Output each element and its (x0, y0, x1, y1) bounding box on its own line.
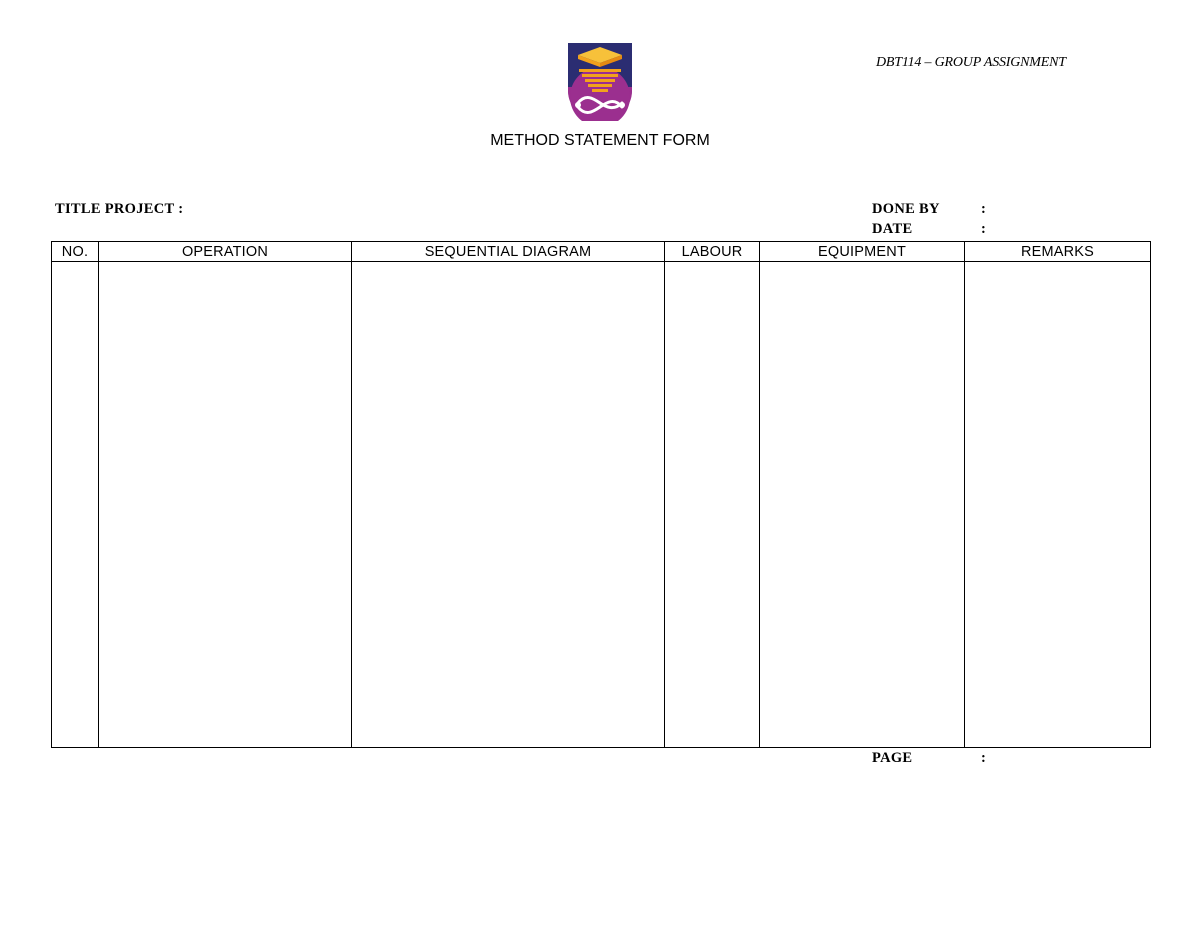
title-project-label: TITLE PROJECT : (55, 201, 184, 217)
table-row (52, 262, 1151, 748)
column-header-operation: OPERATION (99, 242, 352, 262)
cell-labour[interactable] (665, 262, 760, 748)
column-header-sequential-diagram: SEQUENTIAL DIAGRAM (352, 242, 665, 262)
cell-operation[interactable] (99, 262, 352, 748)
done-by-label: DONE BY (872, 201, 940, 217)
cell-sequential-diagram[interactable] (352, 262, 665, 748)
cell-no[interactable] (52, 262, 99, 748)
table-header-row (52, 242, 1151, 262)
cell-equipment[interactable] (760, 262, 965, 748)
university-crest-logo (566, 41, 634, 121)
date-label: DATE (872, 221, 913, 237)
page-colon: : (981, 750, 986, 766)
course-code: DBT114 – GROUP ASSIGNMENT (876, 55, 1066, 70)
column-header-equipment: EQUIPMENT (760, 242, 965, 262)
form-title: METHOD STATEMENT FORM (490, 132, 710, 149)
page-label: PAGE (872, 750, 913, 766)
column-header-no: NO. (52, 242, 99, 262)
method-statement-table (51, 241, 1151, 748)
column-header-remarks: REMARKS (965, 242, 1151, 262)
done-by-colon: : (981, 201, 986, 217)
cell-remarks[interactable] (965, 262, 1151, 748)
date-colon: : (981, 221, 986, 237)
column-header-labour: LABOUR (665, 242, 760, 262)
